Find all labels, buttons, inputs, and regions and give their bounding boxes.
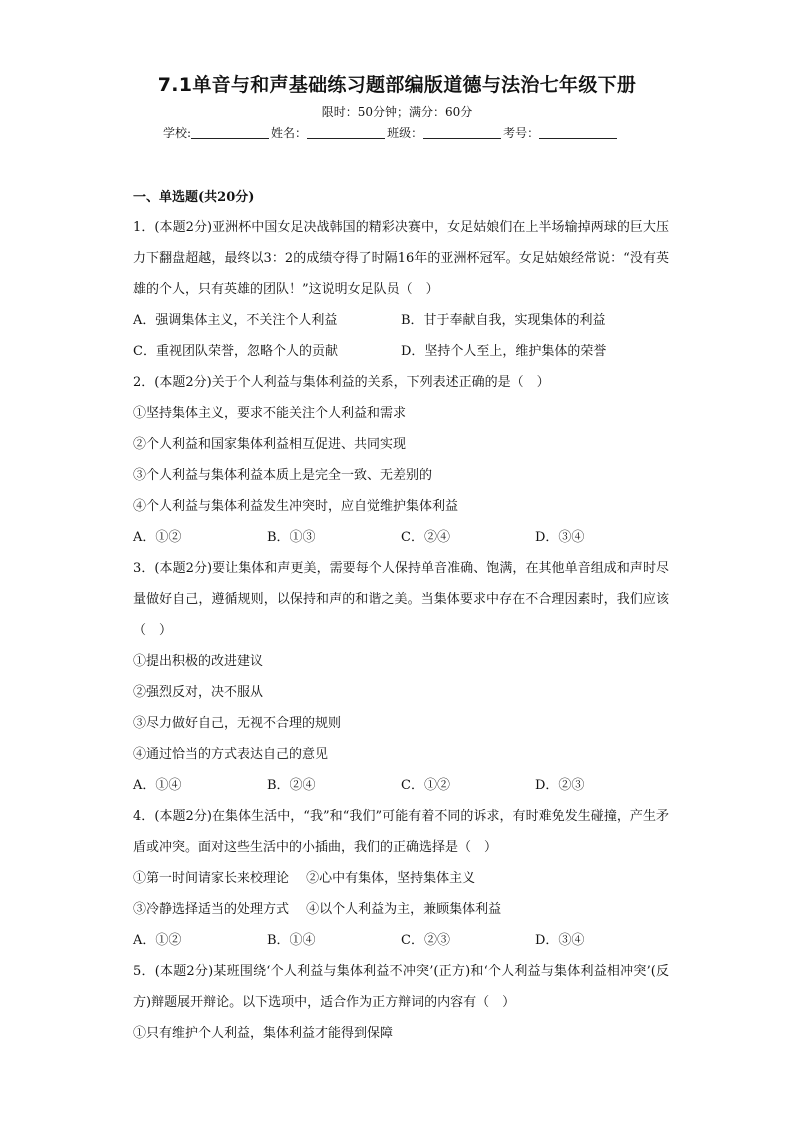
option-b: B．②④ xyxy=(267,778,316,793)
statement-item: ①第一时间请家长来校理论 ②心中有集体，坚持集体主义 xyxy=(133,871,476,886)
exam-number-label: 考号： xyxy=(503,126,540,140)
exam-number-blank xyxy=(539,125,617,139)
option-c: C．②④ xyxy=(401,530,450,545)
name-label: 姓名： xyxy=(271,126,308,140)
statement-item: ①坚持集体主义，要求不能关注个人利益和需求 xyxy=(133,406,407,421)
statement-item: ①只有维护个人利益，集体利益才能得到保障 xyxy=(133,1026,394,1041)
question-list xyxy=(133,212,669,1049)
option-d: D．②③ xyxy=(535,778,585,793)
name-blank xyxy=(307,125,385,139)
time-score-info: 限时：50分钟；满分：60分 xyxy=(321,105,473,119)
option-row xyxy=(133,305,669,336)
school-label: 学校: xyxy=(163,126,192,140)
question-stem: 3．(本题2分)要让集体和声更美，需要每个人保持单音准确、饱满，在其他单音组成和声时尽量做好自己，遵循规则，以保持和声的和谐之美。当集体要求中存在不合理因素时，我们应该（ ） xyxy=(133,561,669,638)
option-b: B．①④ xyxy=(267,933,316,948)
option-row xyxy=(133,522,669,553)
question-stem: 1．(本题2分)亚洲杯中国女足决战韩国的精彩决赛中，女足姑娘们在上半场输掉两球的巨大压力下翻盘超越，最终以3：2的成绩夺得了时隔16年的亚洲杯冠军。女足姑娘经常说：“没有英雄的个人，只有英雄的团队！”这说明女足队员（ ） xyxy=(133,220,669,297)
school-blank xyxy=(191,125,269,139)
option-b: B．甘于奉献自我，实现集体的利益 xyxy=(401,313,606,328)
option-c: C．①② xyxy=(401,778,450,793)
statement-item: ④个人利益与集体利益发生冲突时，应自觉维护集体利益 xyxy=(133,499,459,514)
option-d: D．坚持个人至上，维护集体的荣誉 xyxy=(401,344,607,359)
option-a: A．强调集体主义，不关注个人利益 xyxy=(133,313,338,328)
statement-item: ②强烈反对，决不服从 xyxy=(133,685,264,700)
statement-item: ③个人利益与集体利益本质上是完全一致、无差别的 xyxy=(133,468,433,483)
statement-item: ①提出积极的改进建议 xyxy=(133,654,264,669)
option-d: D．③④ xyxy=(535,530,585,545)
class-label: 班级： xyxy=(387,126,424,140)
page-title: 7.1单音与和声基础练习题部编版道德与法治七年级下册 xyxy=(157,74,637,96)
option-a: A．①② xyxy=(133,933,182,948)
section-title: 一、单选题(共20分) xyxy=(133,190,255,205)
statement-item: ③冷静选择适当的处理方式 ④以个人利益为主，兼顾集体利益 xyxy=(133,902,502,917)
option-c: C．重视团队荣誉，忽略个人的贡献 xyxy=(133,344,338,359)
question-stem: 5．(本题2分)某班围绕‘个人利益与集体利益不冲突’(正方)和‘个人利益与集体利益相冲突’(反方)辩题展开辩论。以下选项中，适合作为正方辩词的内容有（ ） xyxy=(133,964,669,1010)
option-d: D．③④ xyxy=(535,933,585,948)
question-stem: 4．(本题2分)在集体生活中，“我”和“我们”可能有着不同的诉求，有时难免发生碰撞，产生矛盾或冲突。面对这些生活中的小插曲，我们的正确选择是（ ） xyxy=(133,809,669,855)
option-row xyxy=(133,336,669,367)
class-blank xyxy=(423,125,501,139)
option-a: A．①④ xyxy=(133,778,182,793)
option-row xyxy=(133,925,669,956)
student-info-fields xyxy=(163,124,619,141)
option-b: B．①③ xyxy=(267,530,316,545)
statement-item: ②个人利益和国家集体利益相互促进、共同实现 xyxy=(133,437,407,452)
question-stem: 2．(本题2分)关于个人利益与集体利益的关系，下列表述正确的是（ ） xyxy=(133,375,550,390)
option-c: C．②③ xyxy=(401,933,450,948)
option-a: A．①② xyxy=(133,530,182,545)
option-row xyxy=(133,770,669,801)
statement-item: ③尽力做好自己，无视不合理的规则 xyxy=(133,716,342,731)
statement-item: ④通过恰当的方式表达自己的意见 xyxy=(133,747,329,762)
